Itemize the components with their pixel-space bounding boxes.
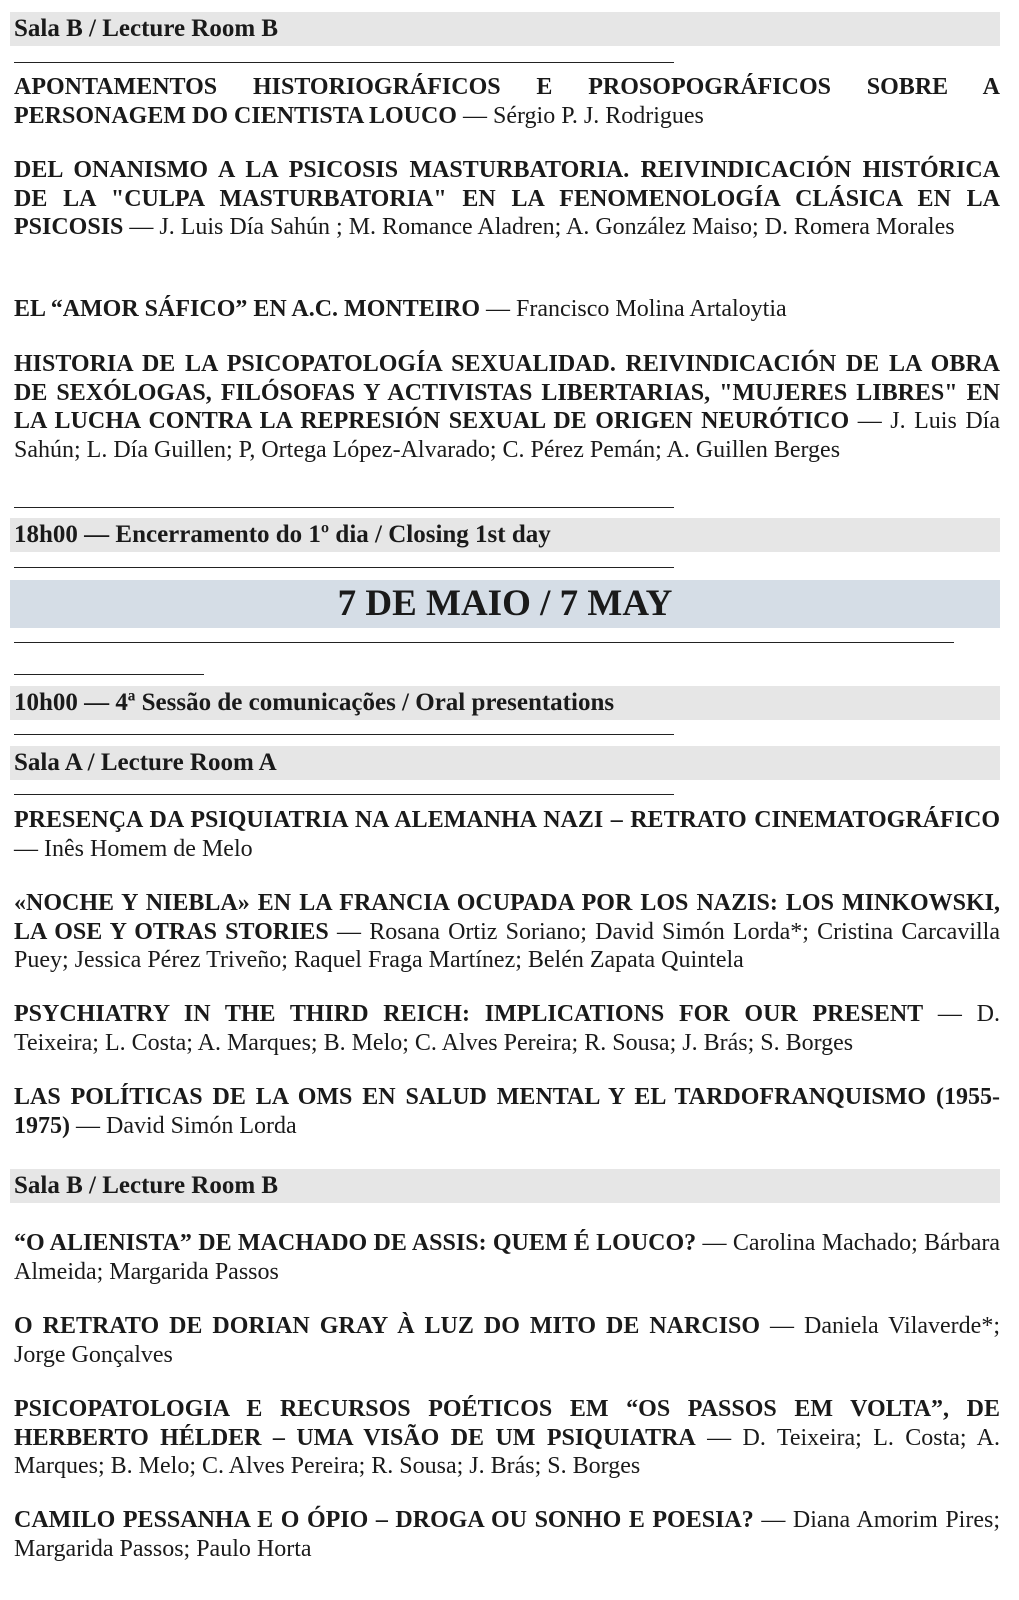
entry-title: PSYCHIATRY IN THE THIRD REICH: IMPLICATIONS FOR OUR PRESENT bbox=[14, 1001, 924, 1027]
entry-title: «NOCHE Y NIEBLA» EN LA FRANCIA OCUPADA POR LOS NAZIS: LOS MINKOWSKI, LA OSE Y OTRAS STORIES bbox=[14, 890, 1000, 945]
entry-title: LAS POLÍTICAS DE LA OMS EN SALUD MENTAL Y EL TARDOFRANQUISMO (1955-1975) bbox=[14, 1084, 1000, 1139]
day-title: 7 DE MAIO / 7 MAY bbox=[10, 580, 1000, 628]
session-header: 10h00 — 4ª Sessão de comunicações / Oral presentations bbox=[10, 686, 1000, 720]
abstract-entry bbox=[14, 1229, 1000, 1286]
entry-authors: — J. Luis Día Sahún; L. Día Guillen; P, Ortega López-Alvarado; C. Pérez Pemán; A. Guillen Berges bbox=[14, 408, 1000, 463]
abstract-entry bbox=[14, 156, 1000, 242]
entry-authors: — Diana Amorim Pires; Margarida Passos; Paulo Horta bbox=[14, 1507, 1000, 1562]
entry-title: DEL ONANISMO A LA PSICOSIS MASTURBATORIA. REIVINDICACIÓN HISTÓRICA DE LA "CULPA MASTURBATORIA" EN LA FENOMENOLOGÍA CLÁSICA EN LA PSICOSIS bbox=[14, 157, 1000, 240]
divider bbox=[14, 507, 674, 508]
entry-authors: — J. Luis Día Sahún ; M. Romance Aladren; A. González Maiso; D. Romera Morales bbox=[123, 214, 955, 240]
divider bbox=[14, 734, 674, 735]
entry-title: O RETRATO DE DORIAN GRAY À LUZ DO MITO DE NARCISO bbox=[14, 1313, 761, 1339]
room-a-header: Sala A / Lecture Room A bbox=[10, 746, 1000, 780]
entry-title: EL “AMOR SÁFICO” EN A.C. MONTEIRO bbox=[14, 296, 481, 322]
entry-title: APONTAMENTOS HISTORIOGRÁFICOS E PROSOPOGRÁFICOS SOBRE A PERSONAGEM DO CIENTISTA LOUCO bbox=[14, 74, 1000, 129]
divider bbox=[14, 674, 204, 675]
divider bbox=[14, 794, 674, 795]
entry-authors: — Carolina Machado; Bárbara Almeida; Margarida Passos bbox=[14, 1230, 1000, 1285]
entry-title: CAMILO PESSANHA E O ÓPIO – DROGA OU SONHO E POESIA? bbox=[14, 1507, 754, 1533]
abstract-entry bbox=[14, 806, 1000, 863]
entry-authors: — D. Teixeira; L. Costa; A. Marques; B. Melo; C. Alves Pereira; R. Sousa; J. Brás; S. Borges bbox=[14, 1001, 1000, 1056]
room-b-header-top: Sala B / Lecture Room B bbox=[10, 12, 1000, 46]
entry-authors: — Sérgio P. J. Rodrigues bbox=[456, 102, 704, 129]
abstract-entry bbox=[14, 889, 1000, 975]
entry-title: PSICOPATOLOGIA E RECURSOS POÉTICOS EM “OS PASSOS EM VOLTA”, DE HERBERTO HÉLDER – UMA VISÃO DE UM PSIQUIATRA bbox=[14, 1396, 1000, 1451]
entry-title: “O ALIENISTA” DE MACHADO DE ASSIS: QUEM É LOUCO? bbox=[14, 1230, 697, 1256]
entry-authors: — Daniela Vilaverde*; Jorge Gonçalves bbox=[14, 1313, 1000, 1368]
abstract-entry bbox=[14, 1312, 1000, 1369]
entry-title: HISTORIA DE LA PSICOPATOLOGÍA SEXUALIDAD. REIVINDICACIÓN DE LA OBRA DE SEXÓLOGAS, FILÓSOFAS Y ACTIVISTAS LIBERTARIAS, "MUJERES LIBRES" EN LA LUCHA CONTRA LA REPRESIÓN SEXUAL DE ORIGEN NEURÓTICO bbox=[14, 351, 1000, 434]
divider bbox=[14, 567, 674, 568]
abstract-entry bbox=[14, 1000, 1000, 1057]
abstract-entry bbox=[14, 1083, 1000, 1140]
closing-day-bar: 18h00 — Encerramento do 1º dia / Closing 1st day bbox=[10, 518, 1000, 552]
entry-authors: — Inês Homem de Melo bbox=[14, 835, 253, 862]
entry-authors: — D. Teixeira; L. Costa; A. Marques; B. Melo; C. Alves Pereira; R. Sousa; J. Brás; S. Borges bbox=[14, 1424, 1001, 1479]
abstract-entry bbox=[14, 350, 1000, 464]
divider bbox=[14, 642, 954, 643]
entry-authors: — David Simón Lorda bbox=[70, 1112, 297, 1139]
entry-authors: — Francisco Molina Artaloytia bbox=[480, 296, 787, 322]
divider bbox=[14, 62, 674, 63]
abstract-entry bbox=[14, 1506, 1000, 1563]
entry-authors: — Rosana Ortiz Soriano; David Simón Lorda*; Cristina Carcavilla Puey; Jessica Pérez Triveño; Raquel Fraga Martínez; Belén Zapata Quintela bbox=[14, 918, 1000, 973]
entry-title: PRESENÇA DA PSIQUIATRIA NA ALEMANHA NAZI – RETRATO CINEMATOGRÁFICO bbox=[14, 807, 1000, 833]
abstract-entry bbox=[14, 1395, 1000, 1481]
abstract-entry bbox=[14, 295, 1000, 324]
room-b-header: Sala B / Lecture Room B bbox=[10, 1169, 1000, 1203]
abstract-entry bbox=[14, 73, 1000, 130]
